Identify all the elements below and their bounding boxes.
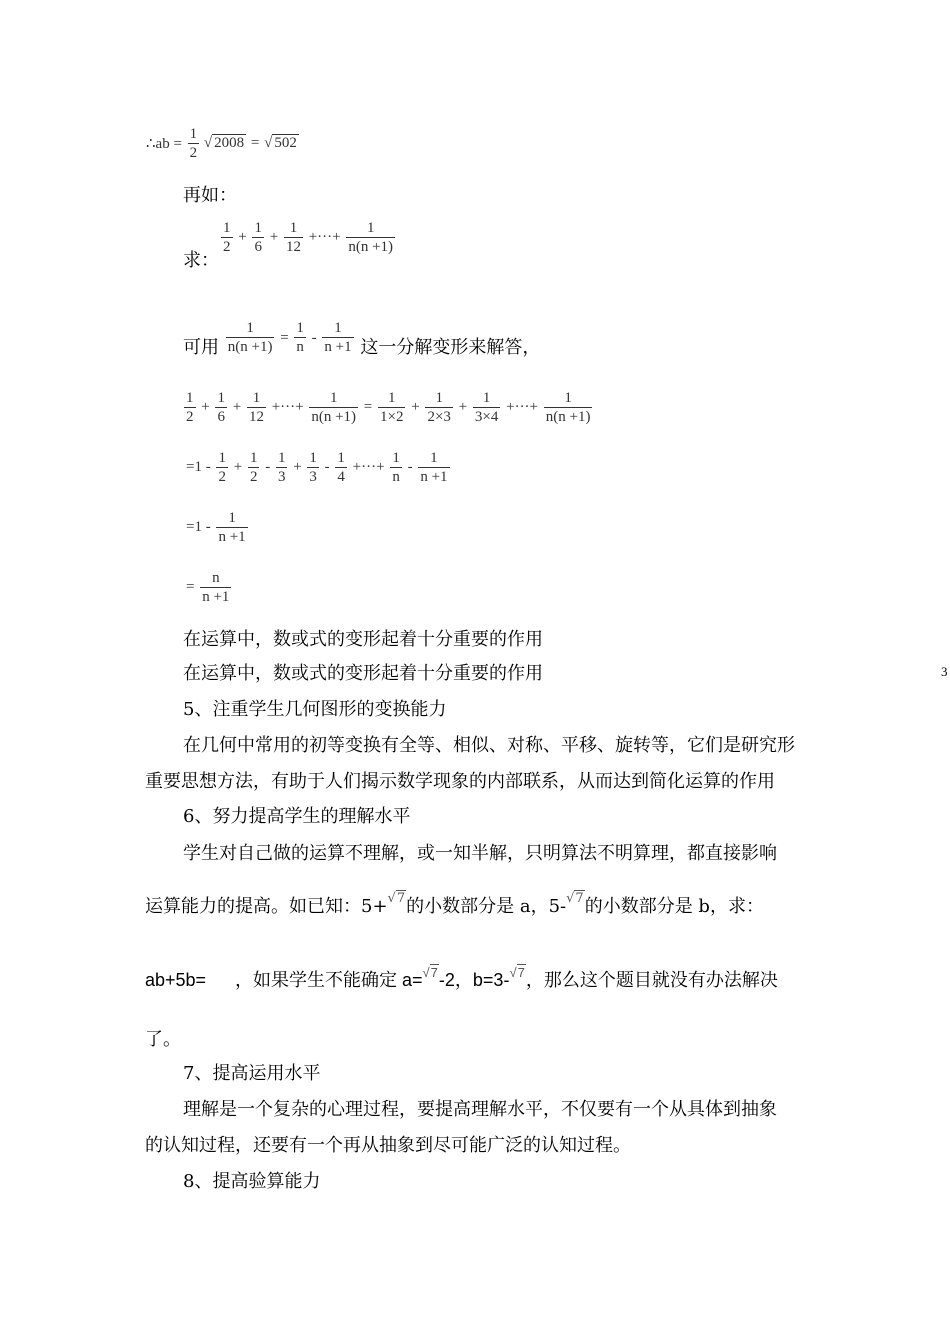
sqrt-7: √7	[422, 965, 438, 981]
solution-step-2: =1 - $\frac{1}{2}$ + $\frac{1}{2}$ - $\frac{1}{3}$ + $\frac{1}{3}$ - $\frac{1}{4}$ +···+ $\frac{1}{n}$ - $\frac{1}{n +1}$	[186, 450, 448, 485]
sqrt-2008: √ 2008	[203, 135, 245, 151]
paragraph-7-line-1: 理解是一个复杂的心理过程，要提高理解水平，不仅要有一个从具体到抽象	[183, 1099, 777, 1120]
paragraph-6-line-4: 了。	[145, 1029, 181, 1050]
equation-ab: ∴ab = $\frac{1}{2}$ √ 2008 = √ 502	[146, 126, 297, 161]
decomposition-formula: $\frac{1}{n(n +1)}$ = $\frac{1}{n}$ - $\frac{1}{n +1}$	[227, 320, 352, 355]
page-number: 3	[941, 664, 948, 679]
paragraph-seek: 求：	[183, 250, 219, 271]
paragraph-5-line-1: 在几何中常用的初等变换有全等、相似、对称、平移、旋转等，它们是研究形	[183, 735, 795, 756]
paragraph-7-line-2: 的认知过程，还要有一个再从抽象到尽可能广泛的认知过程。	[145, 1135, 631, 1156]
paragraph-useable: 可用 $\frac{1}{n(n +1)}$ = $\frac{1}{n}$ - $\frac{1}{n +1}$ 这一分解变形来解答，	[183, 320, 541, 358]
sqrt-502: √ 502	[264, 135, 297, 151]
heading-5: 5、注重学生几何图形的变换能力	[183, 699, 447, 720]
sqrt-7: √7	[509, 965, 525, 981]
sqrt-7: √7	[387, 891, 406, 906]
paragraph-6-line-3: ab+5b= ，如果学生不能确定 a=√7-2，b=3-√7，那么这个题目就没有办法解决	[145, 968, 778, 993]
series-expression: $\frac{1}{2}$ + $\frac{1}{6}$ + $\frac{1}{12}$ +···+ $\frac{1}{n(n +1)}$	[223, 220, 394, 255]
paragraph-role-2: 在运算中，数或式的变形起着十分重要的作用	[183, 663, 543, 684]
paragraph-6-line-1: 学生对自己做的运算不理解，或一知半解，只明算法不明算理，都直接影响	[183, 843, 777, 864]
fraction-half: $\frac{1}{2}$	[189, 126, 198, 161]
paragraph-again: 再如：	[183, 185, 237, 206]
solution-step-3: =1 - $\frac{1}{n +1}$	[186, 510, 246, 545]
heading-7: 7、提高运用水平	[183, 1063, 321, 1084]
sqrt-7: √7	[566, 891, 584, 906]
paragraph-6-line-2: 运算能力的提高。如已知：5+√7的小数部分是 a，5-√7的小数部分是 b，求：	[145, 895, 764, 919]
heading-6: 6、努力提高学生的理解水平	[183, 806, 411, 827]
paragraph-role-1: 在运算中，数或式的变形起着十分重要的作用	[183, 629, 543, 650]
solution-step-1: $\frac{1}{2}$ + $\frac{1}{6}$ + $\frac{1}{12}$ +···+ $\frac{1}{n(n +1)}$ = $\frac{1}{1\times 2}$ + $\frac{1}{2\times 3}$ + $\frac{1}{3\times 4}$ +···+ $\frac{1}{n(n +1)}$	[186, 390, 591, 425]
heading-8: 8、提高验算能力	[183, 1171, 321, 1192]
paragraph-5-line-2: 重要思想方法，有助于人们揭示数学现象的内部联系，从而达到简化运算的作用	[145, 771, 775, 792]
solution-step-4: = $\frac{n}{n +1}$	[186, 570, 230, 605]
eq-ab-prefix: ∴ab =	[146, 136, 182, 152]
